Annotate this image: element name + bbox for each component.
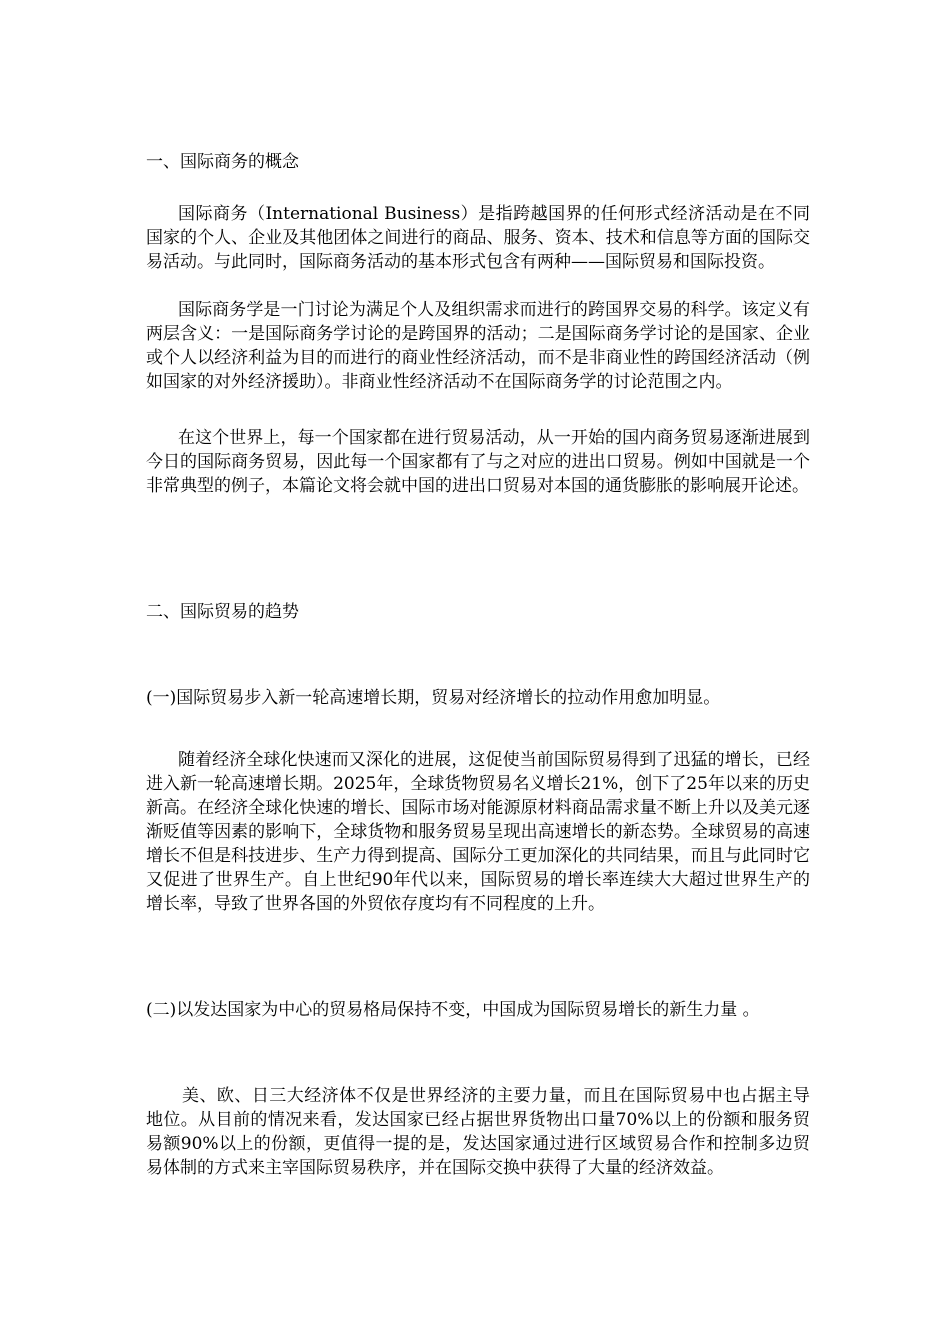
- subsection-heading-pattern: (二)以发达国家为中心的贸易格局保持不变，中国成为国际贸易增长的新生力量 。: [146, 1000, 760, 1020]
- subsection-heading-growth: (一)国际贸易步入新一轮高速增长期，贸易对经济增长的拉动作用愈加明显。: [146, 688, 721, 708]
- paragraph-growth: 随着经济全球化快速而又深化的进展，这促使当前国际贸易得到了迅猛的增长，已经进入新一轮高速增长期。2025年，全球货物贸易名义增长21%，创下了25年以来的历史新高。在经济全球化快速的增长、国际市场对能源原材料商品需求量不断上升以及美元逐渐贬值等因素的影响下，全球货物和服务贸易呈现出高速增长的新态势。全球贸易的高速增长不但是科技进步、生产力得到提高、国际分工更加深化的共同结果，而且与此同时它又促进了世界生产。自上世纪90年代以来，国际贸易的增长率连续大大超过世界生产的增长率，导致了世界各国的外贸依存度均有不同程度的上升。: [146, 750, 810, 914]
- section-heading-concept: 一、国际商务的概念: [146, 152, 299, 172]
- paragraph-discipline: 国际商务学是一门讨论为满足个人及组织需求而进行的跨国界交易的科学。该定义有两层含义：一是国际商务学讨论的是跨国界的活动；二是国际商务学讨论的是国家、企业或个人以经济利益为目的而进行的商业性经济活动，而不是非商业性的跨国经济活动（例如国家的对外经济援助）。非商业性经济活动不在国际商务学的讨论范围之内。: [146, 300, 810, 392]
- paragraph-pattern: 美、欧、日三大经济体不仅是世界经济的主要力量，而且在国际贸易中也占据主导地位。从目前的情况来看，发达国家已经占据世界货物出口量70%以上的份额和服务贸易额90%以上的份额，更值得一提的是，发达国家通过进行区域贸易合作和控制多边贸易体制的方式来主宰国际贸易秩序，并在国际交换中获得了大量的经济效益。: [146, 1086, 810, 1178]
- paragraph-definition: 国际商务（International Business）是指跨越国界的任何形式经济活动是在不同国家的个人、企业及其他团体之间进行的商品、服务、资本、技术和信息等方面的国际交易活动。与此同时，国际商务活动的基本形式包含有两种——国际贸易和国际投资。: [146, 204, 810, 272]
- paragraph-world-trade: 在这个世界上，每一个国家都在进行贸易活动，从一开始的国内商务贸易逐渐进展到今日的国际商务贸易，因此每一个国家都有了与之对应的进出口贸易。例如中国就是一个非常典型的例子，本篇论文将会就中国的进出口贸易对本国的通货膨胀的影响展开论述。: [146, 428, 810, 496]
- section-heading-trends: 二、国际贸易的趋势: [146, 602, 299, 622]
